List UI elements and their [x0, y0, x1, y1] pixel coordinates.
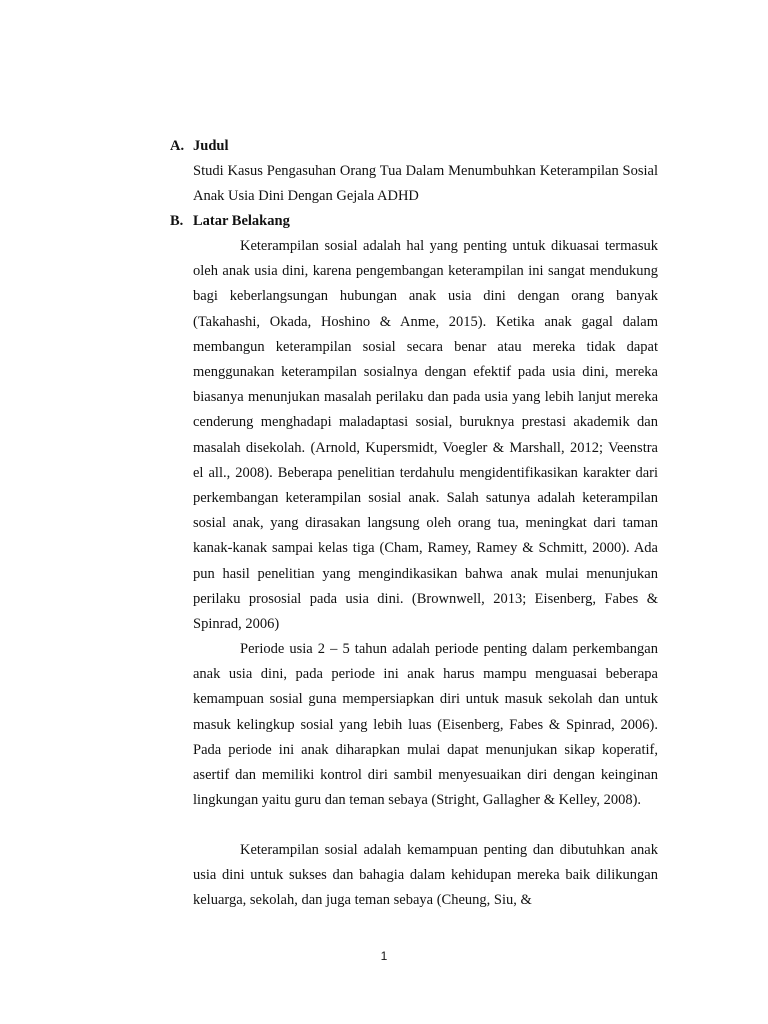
section-b-heading	[170, 209, 290, 234]
section-b-letter: B.	[170, 213, 184, 229]
section-b-title: Latar Belakang	[193, 213, 290, 229]
page-number: 1	[380, 949, 388, 963]
section-a-text: Studi Kasus Pengasuhan Orang Tua Dalam Menumbuhkan Keterampilan Sosial Anak Usia Dini Dengan Gejala ADHD	[193, 163, 658, 205]
section-b-paragraph-3: Keterampilan sosial adalah kemampuan penting dan dibutuhkan anak usia dini untuk sukses dan bahagia dalam kehidupan mereka baik dilikungan keluarga, sekolah, dan juga teman sebaya (Cheung, Siu, &	[193, 842, 658, 909]
section-b-paragraph-1: Keterampilan sosial adalah hal yang penting untuk dikuasai termasuk oleh anak usia dini, karena pengembangan keterampilan ini sangat mendukung bagi keberlangsungan hubungan anak usia dini dengan orang banyak (Takahashi, Okada, Hoshino & Anme, 2015). Ketika anak gagal dalam membangun keterampilan sosial secara benar atau mereka tidak dapat menggunakan keterampilan sosialnya dengan efektif pada usia dini, mereka biasanya menunjukan masalah perilaku dan pada usia yang lebih lanjut mereka cenderung menghadapi maladaptasi sosial, buruknya prestasi akademik dan masalah disekolah. (Arnold, Kupersmidt, Voegler & Marshall, 2012; Veenstra el all., 2008). Beberapa penelitian terdahulu mengidentifikasikan karakter dari perkembangan keterampilan sosial anak. Salah satunya adalah keterampilan sosial anak, yang dirasakan langsung oleh orang tua, meningkat dari taman kanak-kanak sampai kelas tiga (Cham, Ramey, Ramey & Schmitt, 2000). Ada pun hasil penelitian yang mengindikasikan bahwa anak mulai menunjukan perilaku prososial pada usia dini. (Brownwell, 2013; Eisenberg, Fabes & Spinrad, 2006)	[193, 238, 658, 633]
section-a-letter: A.	[170, 138, 185, 154]
section-a-title: Judul	[193, 138, 229, 154]
section-b-paragraph-2: Periode usia 2 – 5 tahun adalah periode penting dalam perkembangan anak usia dini, pada periode ini anak harus mampu menguasai beberapa kemampuan sosial guna mempersiapkan diri untuk masuk sekolah dan untuk masuk kelingkup sosial yang lebih luas (Eisenberg, Fabes & Spinrad, 2006). Pada periode ini anak diharapkan mulai dapat menunjukan sikap koperatif, asertif dan memiliki kontrol diri sambil menyesuaikan diri dengan keinginan lingkungan yaitu guru dan teman sebaya (Stright, Gallagher & Kelley, 2008).	[193, 641, 658, 809]
section-a-heading	[170, 134, 228, 159]
